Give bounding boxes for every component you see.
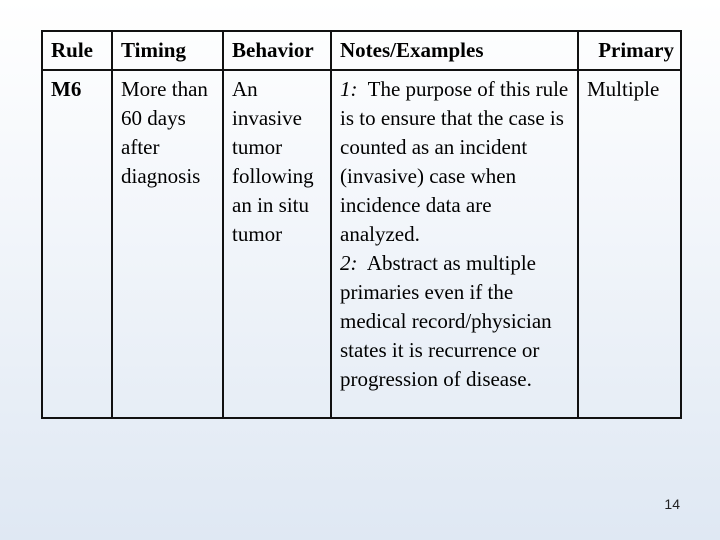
header-rule: Rule	[42, 31, 112, 70]
note-1-number: 1:	[340, 77, 358, 101]
table-header-row	[42, 31, 681, 70]
header-behavior: Behavior	[223, 31, 331, 70]
behavior-cell: An invasive tumor following an in situ tumor	[223, 70, 331, 418]
note-2-text: Abstract as multiple primaries even if the medical record/physician states it is recurrence or progression of disease.	[340, 251, 552, 391]
header-notes-examples: Notes/Examples	[331, 31, 578, 70]
rule-cell: M6	[42, 70, 112, 418]
rules-table	[41, 30, 682, 419]
timing-cell: More than 60 days after diagnosis	[112, 70, 223, 418]
note-2-number: 2:	[340, 251, 358, 275]
page-number: 14	[664, 496, 680, 512]
primary-cell: Multiple	[578, 70, 681, 418]
header-timing: Timing	[112, 31, 223, 70]
note-2	[340, 249, 571, 394]
table-row	[42, 70, 681, 418]
notes-cell	[331, 70, 578, 418]
note-1	[340, 75, 571, 249]
header-primary: Primary	[578, 31, 681, 70]
note-1-text: The purpose of this rule is to ensure that the case is counted as an incident (invasive) case when incidence data are analyzed.	[340, 77, 569, 246]
